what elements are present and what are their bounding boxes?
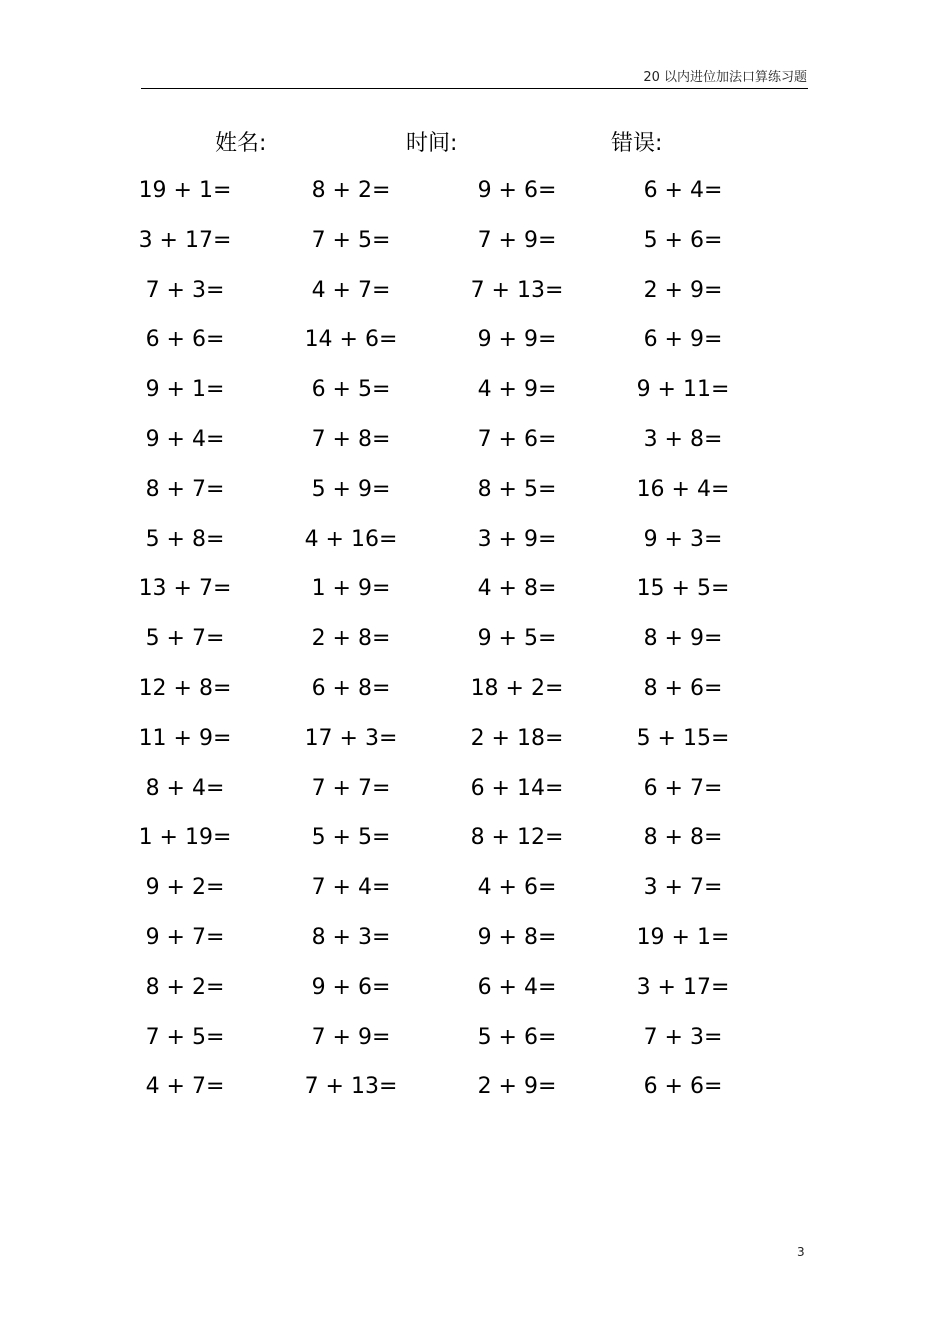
problem-item: 5 + 6= xyxy=(477,1024,557,1050)
problem-item: 19 + 1= xyxy=(636,924,730,950)
problem-item: 1 + 9= xyxy=(311,576,391,602)
problem-row xyxy=(0,968,950,1018)
problem-item: 3 + 9= xyxy=(477,526,557,552)
problem-item: 6 + 4= xyxy=(643,178,723,203)
problem-item: 9 + 7= xyxy=(145,924,225,950)
problem-item: 8 + 8= xyxy=(643,825,723,851)
problem-row xyxy=(0,669,950,719)
problem-item: 8 + 5= xyxy=(477,476,557,502)
problem-item: 7 + 8= xyxy=(311,426,391,452)
problem-row xyxy=(0,271,950,321)
problem-item: 8 + 2= xyxy=(311,178,391,203)
problem-row xyxy=(0,420,950,470)
problem-item: 8 + 2= xyxy=(145,974,225,1000)
problem-item: 7 + 4= xyxy=(311,875,391,901)
problem-item: 17 + 3= xyxy=(304,725,398,751)
problem-item: 9 + 11= xyxy=(636,377,730,403)
problem-item: 8 + 3= xyxy=(311,924,391,950)
problem-item: 8 + 6= xyxy=(643,675,723,701)
problem-row xyxy=(0,569,950,619)
problem-grid xyxy=(0,171,950,1117)
problem-item: 9 + 5= xyxy=(477,626,557,652)
problem-row xyxy=(0,818,950,868)
problem-item: 9 + 6= xyxy=(311,974,391,1000)
problem-item: 6 + 9= xyxy=(643,327,723,353)
problem-row xyxy=(0,470,950,520)
problem-row xyxy=(0,171,950,221)
problem-item: 9 + 2= xyxy=(145,875,225,901)
problem-item: 15 + 5= xyxy=(636,576,730,602)
problem-item: 8 + 9= xyxy=(643,626,723,652)
problem-row xyxy=(0,719,950,769)
problem-item: 7 + 9= xyxy=(477,227,557,253)
problem-item: 7 + 9= xyxy=(311,1024,391,1050)
problem-item: 6 + 4= xyxy=(477,974,557,1000)
problem-row xyxy=(0,769,950,819)
problem-item: 16 + 4= xyxy=(636,476,730,502)
problem-row xyxy=(0,221,950,271)
problem-item: 2 + 8= xyxy=(311,626,391,652)
problem-item: 7 + 6= xyxy=(477,426,557,452)
problem-item: 6 + 6= xyxy=(643,1074,723,1100)
problem-item: 7 + 7= xyxy=(311,775,391,801)
problem-item: 5 + 6= xyxy=(643,227,723,253)
problem-item: 7 + 3= xyxy=(145,277,225,303)
problem-item: 12 + 8= xyxy=(138,675,232,701)
problem-item: 3 + 17= xyxy=(636,974,730,1000)
problem-item: 8 + 4= xyxy=(145,775,225,801)
problem-item: 2 + 18= xyxy=(470,725,564,751)
problem-item: 6 + 5= xyxy=(311,377,391,403)
header-divider xyxy=(141,88,808,89)
name-field-label: 姓名: xyxy=(215,131,267,156)
time-field-label: 时间: xyxy=(406,131,458,156)
problem-item: 5 + 15= xyxy=(636,725,730,751)
problem-item: 1 + 19= xyxy=(138,825,232,851)
problem-item: 3 + 8= xyxy=(643,426,723,452)
problem-item: 7 + 13= xyxy=(470,277,564,303)
problem-row xyxy=(0,619,950,669)
problem-item: 2 + 9= xyxy=(643,277,723,303)
problem-row xyxy=(0,868,950,918)
problem-item: 5 + 8= xyxy=(145,526,225,552)
problem-item: 13 + 7= xyxy=(138,576,232,602)
problem-item: 7 + 5= xyxy=(311,227,391,253)
problem-item: 19 + 1= xyxy=(138,178,232,203)
problem-item: 14 + 6= xyxy=(304,327,398,353)
problem-row xyxy=(0,370,950,420)
problem-item: 4 + 9= xyxy=(477,377,557,403)
problem-item: 9 + 4= xyxy=(145,426,225,452)
problem-row xyxy=(0,320,950,370)
problem-row xyxy=(0,1067,950,1117)
problem-item: 4 + 8= xyxy=(477,576,557,602)
problem-item: 3 + 7= xyxy=(643,875,723,901)
problem-row xyxy=(0,918,950,968)
problem-item: 5 + 9= xyxy=(311,476,391,502)
problem-item: 7 + 5= xyxy=(145,1024,225,1050)
problem-item: 6 + 7= xyxy=(643,775,723,801)
problem-item: 9 + 9= xyxy=(477,327,557,353)
errors-field-label: 错误: xyxy=(611,131,663,156)
problem-item: 5 + 7= xyxy=(145,626,225,652)
problem-item: 7 + 3= xyxy=(643,1024,723,1050)
problem-item: 11 + 9= xyxy=(138,725,232,751)
page-number: 3 xyxy=(797,1245,805,1259)
problem-item: 18 + 2= xyxy=(470,675,564,701)
problem-item: 6 + 14= xyxy=(470,775,564,801)
problem-item: 5 + 5= xyxy=(311,825,391,851)
problem-item: 2 + 9= xyxy=(477,1074,557,1100)
problem-item: 9 + 8= xyxy=(477,924,557,950)
problem-row xyxy=(0,1018,950,1068)
problem-item: 4 + 7= xyxy=(145,1074,225,1100)
problem-item: 6 + 8= xyxy=(311,675,391,701)
problem-item: 9 + 1= xyxy=(145,377,225,403)
problem-item: 9 + 6= xyxy=(477,178,557,203)
problem-item: 9 + 3= xyxy=(643,526,723,552)
problem-row xyxy=(0,520,950,570)
problem-item: 8 + 7= xyxy=(145,476,225,502)
problem-item: 6 + 6= xyxy=(145,327,225,353)
problem-item: 4 + 6= xyxy=(477,875,557,901)
problem-item: 7 + 13= xyxy=(304,1074,398,1100)
problem-item: 3 + 17= xyxy=(138,227,232,253)
header-title: 20 以内进位加法口算练习题 xyxy=(643,70,807,85)
problem-item: 4 + 7= xyxy=(311,277,391,303)
problem-item: 8 + 12= xyxy=(470,825,564,851)
problem-item: 4 + 16= xyxy=(304,526,398,552)
